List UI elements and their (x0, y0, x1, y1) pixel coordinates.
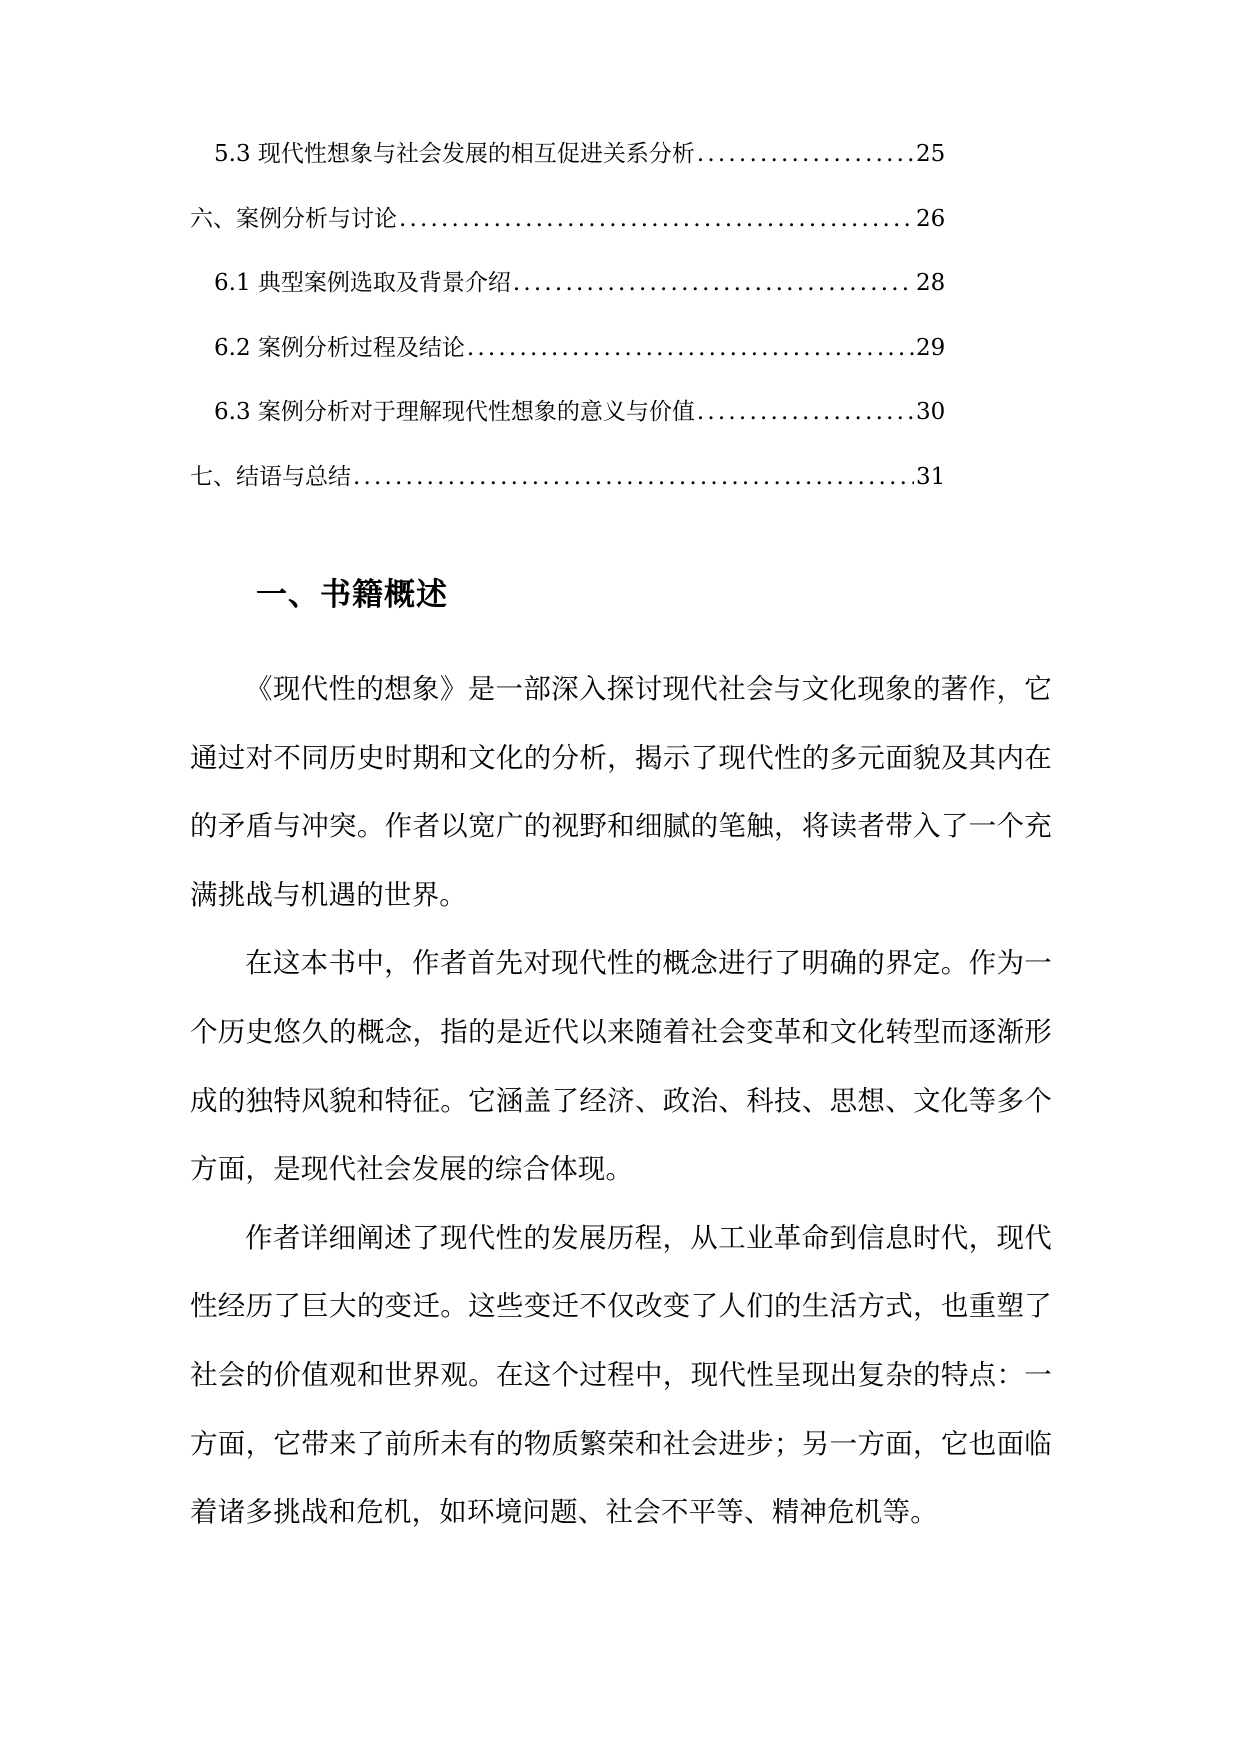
toc-entry-page: 28 (916, 270, 946, 296)
toc-entry-title: 6.1 典型案例选取及背景介绍 (214, 270, 511, 296)
toc-entry[interactable] (190, 334, 950, 399)
toc-entry[interactable] (190, 140, 950, 205)
body-text (190, 655, 1052, 1547)
toc-entry-title: 六、案例分析与讨论 (190, 205, 397, 232)
toc-entry[interactable] (190, 269, 950, 334)
toc-entry[interactable] (190, 398, 950, 463)
toc-entry-page: 30 (916, 399, 946, 425)
toc-entry-page: 29 (916, 334, 946, 361)
toc-entry-title: 6.2 案例分析过程及结论 (214, 334, 465, 361)
toc-entry-page: 31 (916, 463, 946, 490)
toc-entry[interactable] (190, 205, 950, 270)
toc-leader-dots (697, 140, 914, 168)
table-of-contents (190, 140, 950, 527)
section-heading: 一、书籍概述 (256, 577, 448, 613)
toc-entry-page: 25 (916, 141, 946, 167)
toc-entry-page: 26 (916, 205, 946, 232)
paragraph: 在这本书中，作者首先对现代性的概念进行了明确的界定。作为一个历史悠久的概念，指的是近代以来随着社会变革和文化转型而逐渐形成的独特风貌和特征。它涵盖了经济、政治、科技、思想、文化等多个方面，是现代社会发展的综合体现。 (190, 947, 1052, 1186)
toc-leader-dots (399, 205, 914, 233)
paragraph: 《现代性的想象》是一部深入探讨现代社会与文化现象的著作，它通过对不同历史时期和文化的分析，揭示了现代性的多元面貌及其内在的矛盾与冲突。作者以宽广的视野和细腻的笔触，将读者带入了一个充满挑战与机遇的世界。 (190, 673, 1052, 911)
toc-leader-dots (513, 269, 914, 297)
toc-leader-dots (697, 398, 914, 426)
paragraph: 作者详细阐述了现代性的发展历程，从工业革命到信息时代，现代性经历了巨大的变迁。这些变迁不仅改变了人们的生活方式，也重塑了社会的价值观和世界观。在这个过程中，现代性呈现出复杂的特点：一方面，它带来了前所未有的物质繁荣和社会进步；另一方面，它也面临着诸多挑战和危机，如环境问题、社会不平等、精神危机等。 (190, 1221, 1052, 1529)
toc-entry[interactable] (190, 463, 950, 528)
toc-leader-dots (467, 334, 914, 362)
toc-entry-title: 6.3 案例分析对于理解现代性想象的意义与价值 (214, 399, 695, 425)
toc-entry-title: 七、结语与总结 (190, 463, 351, 490)
toc-entry-title: 5.3 现代性想象与社会发展的相互促进关系分析 (214, 141, 695, 167)
toc-leader-dots (353, 463, 914, 491)
